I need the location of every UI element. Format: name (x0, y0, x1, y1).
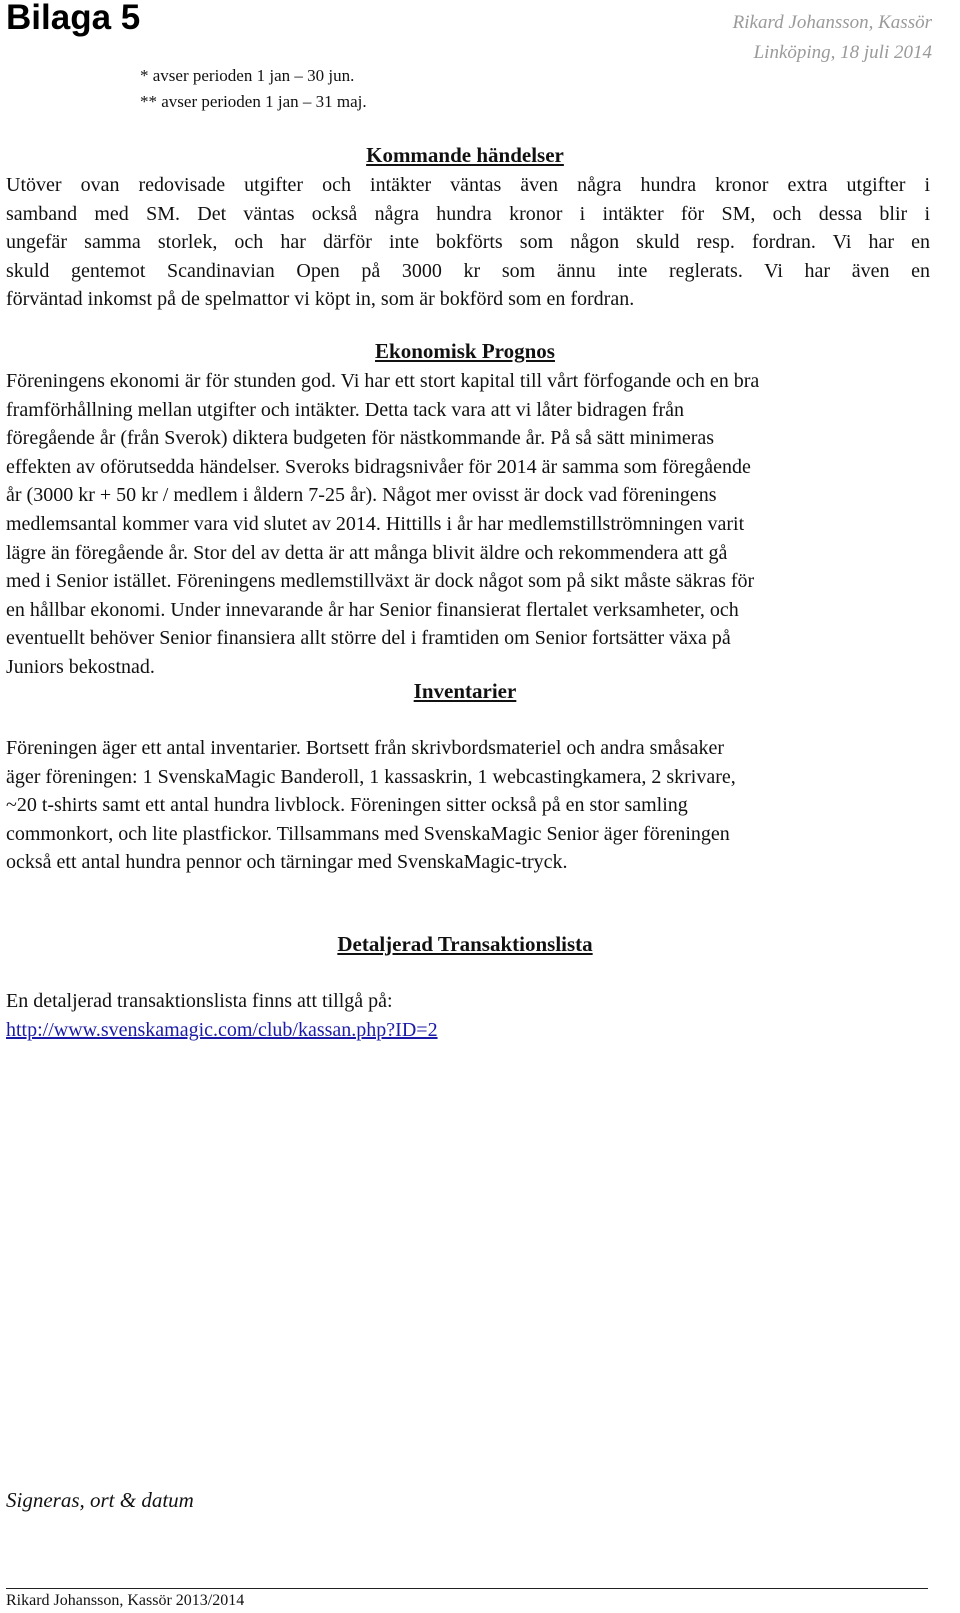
prognos-line: Juniors bekostnad. (6, 655, 155, 678)
prognos-line: med i Senior istället. Föreningens medlemstillväxt är dock något som på sikt måste säkras för (6, 570, 755, 593)
author-line: Rikard Johansson, Kassör (732, 12, 932, 33)
prognos-line: lägre än föregående år. Stor del av detta är att många blivit äldre och rekommendera att gå (6, 541, 728, 564)
page-title: Bilaga 5 (6, 0, 141, 37)
prognos-line: en hållbar ekonomi. Under innevarande år har Senior finansierat flertalet verksamheter, och (6, 598, 739, 621)
inventarier-line: Föreningen äger ett antal inventarier. Bortsett från skrivbordsmateriel och andra småsaker (6, 737, 725, 759)
period-note-2: ** avser perioden 1 jan – 31 maj. (140, 92, 367, 111)
section-heading-transaktioner-text: Detaljerad Transaktionslista (337, 932, 593, 956)
section-heading-inventarier (0, 679, 930, 704)
prognos-line: eventuellt behöver Senior finansiera allt större del i framtiden om Senior fortsätter växa på (6, 627, 731, 650)
prognos-line: Föreningens ekonomi är för stunden god. Vi har ett stort kapital till vårt förfogande och en bra (6, 370, 760, 392)
signature-label: Signeras, ort & datum (6, 1488, 194, 1512)
inventarier-line: också ett antal hundra pennor och tärningar med SvenskaMagic-tryck. (6, 851, 568, 874)
inventarier-line: ~20 t-shirts samt ett antal hundra livblock. Föreningen sitter också på en stor samling (6, 794, 688, 817)
inventarier-line: commonkort, och lite plastfickor. Tillsammans med SvenskaMagic Senior äger föreningen (6, 822, 730, 845)
transaction-list-link[interactable]: http://www.svenskamagic.com/club/kassan.php?ID=2 (6, 1018, 438, 1041)
section-heading-kommande (0, 143, 930, 168)
prognos-paragraph (6, 367, 930, 682)
prognos-line: år (3000 kr + 50 kr / medlem i åldern 7-25 år). Något mer ovisst är dock vad föreningens (6, 484, 717, 507)
prognos-line: föregående år (från Sverok) diktera budgeten för nästkommande år. På så sätt minimeras (6, 427, 715, 450)
kommande-paragraph (6, 171, 930, 314)
footer-text: Rikard Johansson, Kassör 2013/2014 (6, 1592, 245, 1609)
inventarier-paragraph (6, 734, 930, 877)
inventarier-line: äger föreningen: 1 SvenskaMagic Banderoll, 1 kassaskrin, 1 webcastingkamera, 2 skrivare, (6, 765, 736, 788)
prognos-line: medlemsantal kommer vara vid slutet av 2014. Hittills i år har medlemstillströmningen varit (6, 512, 745, 535)
transaktioner-paragraph (6, 987, 930, 1044)
kommande-line: skuld gentemot Scandinavian Open på 3000 kr som ännu inte reglerats. Vi har även en (6, 259, 930, 282)
transaktioner-intro: En detaljerad transaktionslista finns att tillgå på: (6, 990, 393, 1012)
prognos-line: framförhållning mellan utgifter och intäkter. Detta tack vara att vi låter bidragen från (6, 398, 685, 421)
prognos-line: effekten av oförutsedda händelser. Sveroks bidragsnivåer för 2014 är samma som föregående (6, 455, 751, 478)
place-date-line: Linköping, 18 juli 2014 (753, 42, 932, 63)
section-heading-transaktioner (0, 932, 930, 957)
period-note-1: * avser perioden 1 jan – 30 jun. (140, 66, 355, 85)
kommande-line: samband med SM. Det väntas också några hundra kronor i intäkter för SM, och dessa blir i (6, 202, 930, 225)
kommande-line: ungefär samma storlek, och har därför inte bokförts som någon skuld resp. fordran. Vi har en (6, 231, 930, 254)
kommande-line: Utöver ovan redovisade utgifter och intäkter väntas även några hundra kronor extra utgifter i (6, 174, 930, 196)
section-heading-inventarier-text: Inventarier (413, 679, 517, 703)
section-heading-prognos (0, 339, 930, 364)
section-heading-prognos-text: Ekonomisk Prognos (375, 339, 555, 363)
signature-line (6, 1588, 928, 1589)
kommande-line: förväntad inkomst på de spelmattor vi köpt in, som är bokförd som en fordran. (6, 288, 635, 311)
section-heading-kommande-text: Kommande händelser (366, 143, 564, 167)
